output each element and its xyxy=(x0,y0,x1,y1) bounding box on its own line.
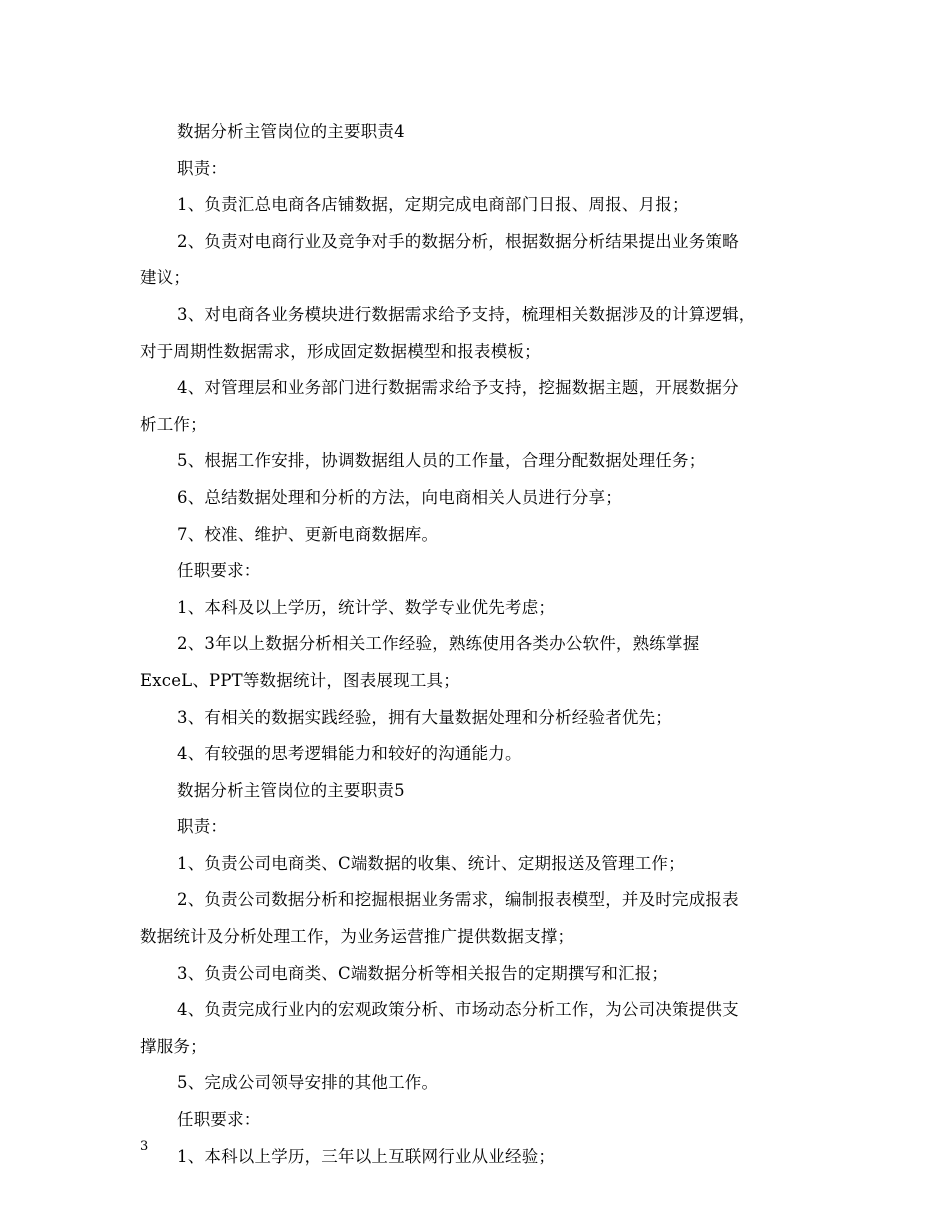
text-line: 职责： xyxy=(177,817,228,837)
text-line: 5、根据工作安排，协调数据组人员的工作量，合理分配数据处理任务； xyxy=(177,451,706,471)
text-line: 3、负责公司电商类、C端数据分析等相关报告的定期撰写和汇报； xyxy=(177,963,669,983)
text-line: 1、负责公司电商类、C端数据的收集、统计、定期报送及管理工作； xyxy=(177,853,685,873)
text-line: 数据分析主管岗位的主要职责5 xyxy=(177,780,405,800)
text-line: 2、3年以上数据分析相关工作经验，熟练使用各类办公软件，熟练掌握 xyxy=(177,634,700,654)
text-line: 数据统计及分析处理工作，为业务运营推广提供数据支撑； xyxy=(140,927,575,947)
text-line: 1、本科以上学历，三年以上互联网行业从业经验； xyxy=(177,1146,556,1166)
text-line: 3、有相关的数据实践经验，拥有大量数据处理和分析经验者优先； xyxy=(177,707,672,727)
text-line: 3、对电商各业务模块进行数据需求给予支持，梳理相关数据涉及的计算逻辑， xyxy=(177,304,756,324)
text-line: 4、负责完成行业内的宏观政策分析、市场动态分析工作，为公司决策提供支 xyxy=(177,1000,739,1020)
text-line: 任职要求： xyxy=(177,561,261,581)
text-line: 4、有较强的思考逻辑能力和较好的沟通能力。 xyxy=(177,744,522,764)
text-line: 2、负责公司数据分析和挖掘根据业务需求，编制报表模型，并及时完成报表 xyxy=(177,890,739,910)
text-line: 7、校准、维护、更新电商数据库。 xyxy=(177,524,439,544)
text-line: 任职要求： xyxy=(177,1110,261,1130)
text-line: 职责： xyxy=(177,158,228,178)
text-line: 数据分析主管岗位的主要职责4 xyxy=(177,122,405,141)
text-line: 2、负责对电商行业及竞争对手的数据分析，根据数据分析结果提出业务策略 xyxy=(177,231,739,251)
text-line: 对于周期性数据需求，形成固定数据模型和报表模板； xyxy=(140,341,541,361)
text-line: 4、对管理层和业务部门进行数据需求给予支持，挖掘数据主题，开展数据分 xyxy=(177,378,739,398)
text-line: 1、负责汇总电商各店铺数据，定期完成电商部门日报、周报、月报； xyxy=(177,195,689,215)
document-body xyxy=(140,114,812,1175)
text-line: 撑服务； xyxy=(140,1036,207,1056)
text-line: 1、本科及以上学历，统计学、数学专业优先考虑； xyxy=(177,597,556,617)
page-number: 3 xyxy=(140,1139,149,1154)
text-line: 5、完成公司领导安排的其他工作。 xyxy=(177,1073,439,1093)
text-line: 6、总结数据处理和分析的方法，向电商相关人员进行分享； xyxy=(177,487,622,507)
text-line: 析工作； xyxy=(140,414,207,434)
text-line: ExceL、PPT等数据统计，图表展现工具； xyxy=(140,670,460,690)
text-line: 建议； xyxy=(140,268,191,288)
